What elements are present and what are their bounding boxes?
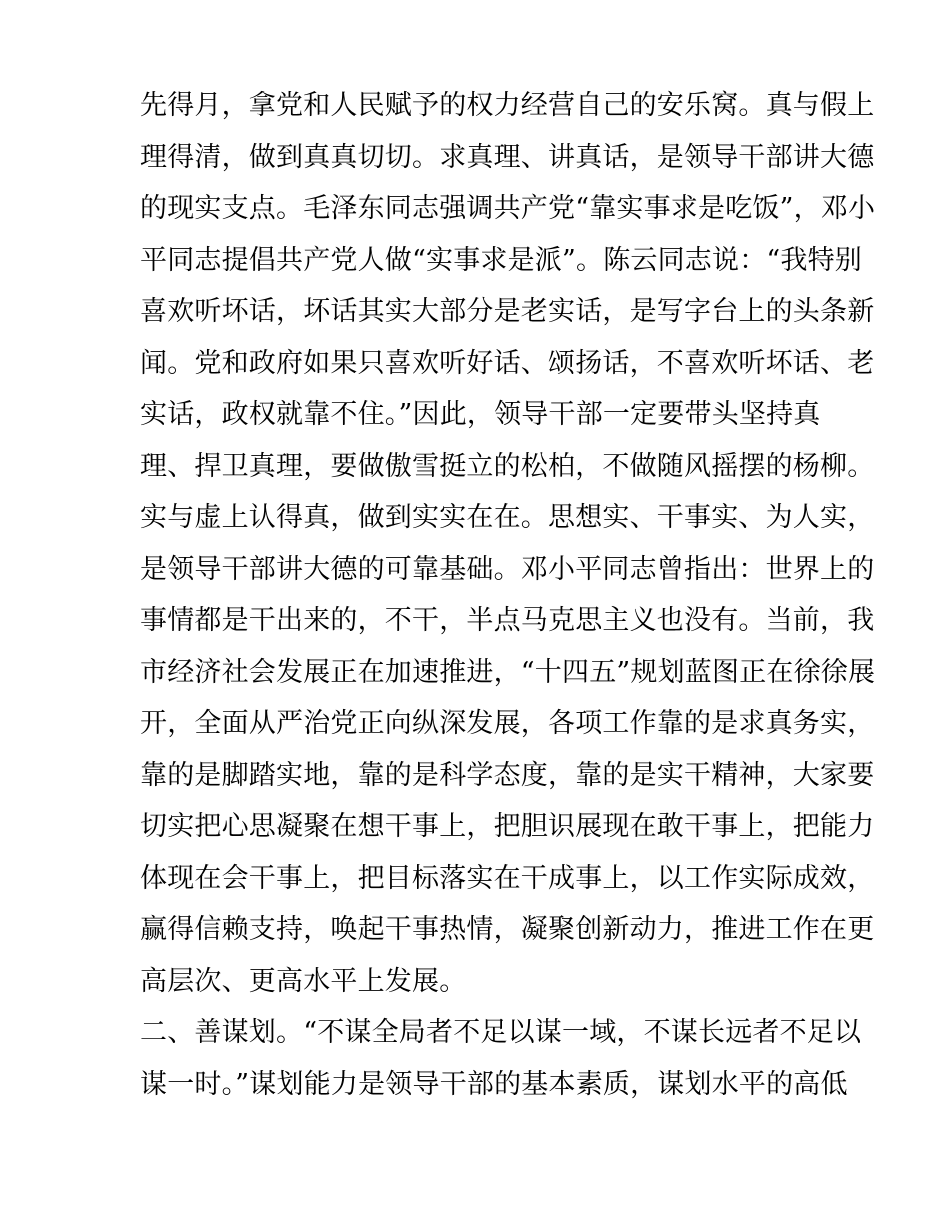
text-line: 理得清，做到真真切切。求真理、讲真话，是领导干部讲大德	[140, 141, 875, 173]
text-line: 喜欢听坏话，坏话其实大部分是老实话，是写字台上的头条新	[140, 296, 875, 327]
text-line: 高层次、更高水平上发展。	[140, 965, 467, 997]
text-line: 开，全面从严治党正向纵深发展，各项工作靠的是求真务实，	[140, 708, 875, 739]
text-line: 实与虚上认得真，做到实实在在。思想实、干事实、为人实，	[140, 502, 875, 533]
text-line: 谋一时。”谋划能力是领导干部的基本素质，谋划水平的高低	[140, 1068, 848, 1100]
text-line: 的现实支点。毛泽东同志强调共产党“靠实事求是吃饭”，邓小	[140, 193, 876, 224]
text-line: 体现在会干事上，把目标落实在干成事上，以工作实际成效，	[140, 862, 875, 894]
text-line: 理、捍卫真理，要做傲雪挺立的松柏，不做随风摇摆的杨柳。	[140, 450, 875, 482]
text-line: 是领导干部讲大德的可靠基础。邓小平同志曾指出：世界上的	[140, 553, 875, 585]
text-line: 市经济社会发展正在加速推进，“十四五”规划蓝图正在徐徐展	[140, 656, 876, 688]
text-line: 靠的是脚踏实地，靠的是科学态度，靠的是实干精神，大家要	[140, 759, 875, 791]
text-line: 闻。党和政府如果只喜欢听好话、颂扬话，不喜欢听坏话、老	[140, 347, 875, 379]
text-line: 平同志提倡共产党人做“实事求是派”。陈云同志说：“我特别	[140, 244, 863, 276]
text-line: 事情都是干出来的，不干，半点马克思主义也没有。当前，我	[140, 605, 875, 636]
section-heading-line: 二、善谋划。“不谋全局者不足以谋一域，不谋长远者不足以	[140, 1017, 862, 1048]
text-line: 先得月，拿党和人民赋予的权力经营自己的安乐窝。真与假上	[140, 90, 875, 121]
text-line: 赢得信赖支持，唤起干事热情，凝聚创新动力，推进工作在更	[140, 914, 875, 945]
text-line: 切实把心思凝聚在想干事上，把胆识展现在敢干事上，把能力	[140, 811, 875, 842]
text-line: 实话，政权就靠不住。”因此，领导干部一定要带头坚持真	[140, 399, 821, 430]
body-text	[140, 80, 876, 1110]
